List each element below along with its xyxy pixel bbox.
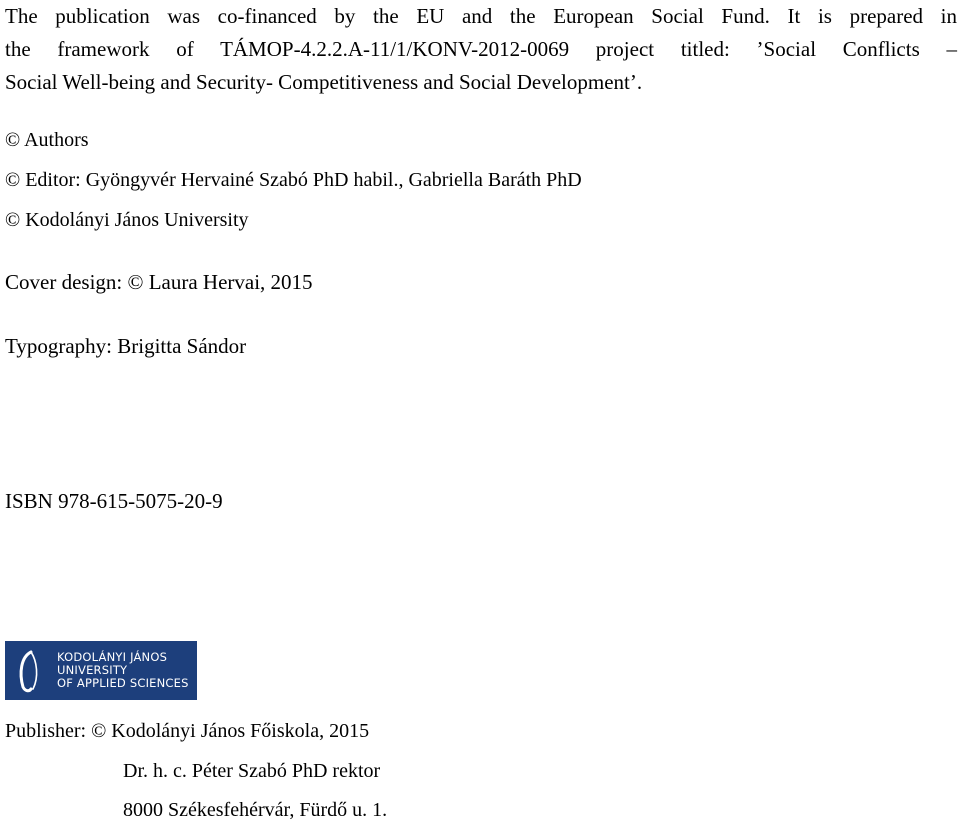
funding-statement [5, 0, 957, 99]
university-credit: © Kodolányi János University [5, 209, 249, 231]
logo-wordmark [57, 651, 189, 690]
editor-credit: © Editor: Gyöngyvér Hervainé Szabó PhD habil., Gabriella Baráth PhD [5, 169, 582, 191]
authors-credit: © Authors [5, 129, 89, 151]
cover-design-credit: Cover design: © Laura Hervai, 2015 [5, 270, 313, 294]
funding-line-3: Social Well-being and Security- Competitiveness and Social Development’. [5, 70, 643, 94]
typography-credit: Typography: Brigitta Sándor [5, 334, 247, 358]
isbn: ISBN 978-615-5075-20-9 [5, 489, 223, 513]
publisher-rector: Dr. h. c. Péter Szabó PhD rektor [123, 760, 381, 782]
logo-line-1: KODOLÁNYI JÁNOS [57, 650, 168, 664]
university-emblem-icon [17, 649, 43, 693]
university-logo [5, 641, 197, 700]
logo-line-2: UNIVERSITY [57, 663, 128, 677]
funding-line-1: The publication was co-financed by the EU and the European Social Fund. It is prepared in [5, 4, 957, 28]
publisher-address: 8000 Székesfehérvár, Fürdő u. 1. [123, 799, 388, 821]
publisher-line: Publisher: © Kodolányi János Főiskola, 2015 [5, 720, 370, 742]
logo-line-3: OF APPLIED SCIENCES [57, 676, 189, 690]
funding-line-2: the framework of TÁMOP-4.2.2.A-11/1/KONV-2012-0069 project titled: ’Social Conflicts – [5, 37, 957, 61]
